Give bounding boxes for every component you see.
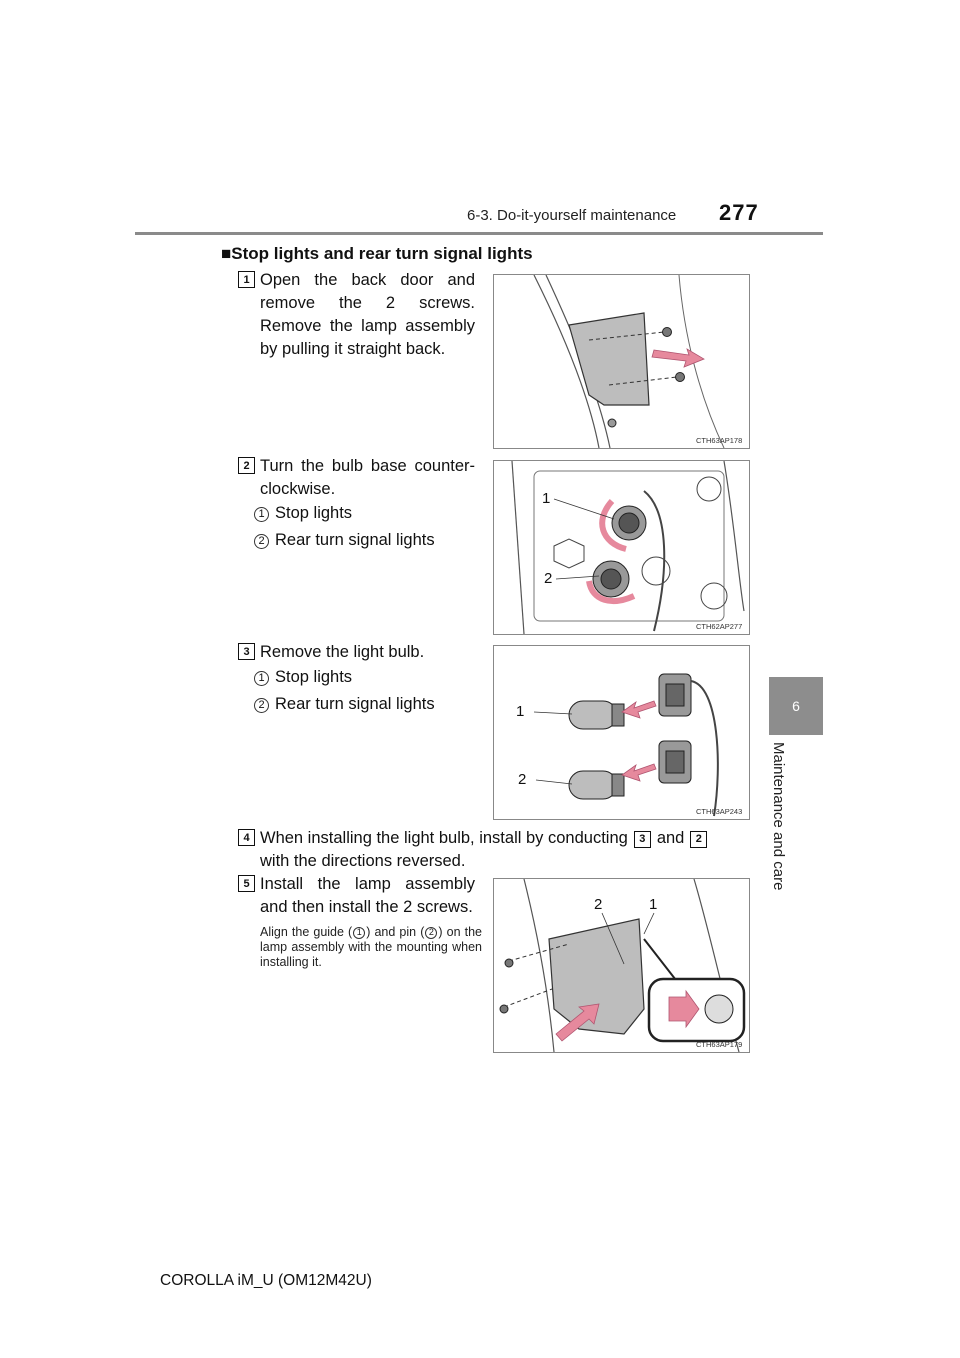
step-4-text-after: with the directions reversed.: [260, 852, 466, 870]
figure-callout-1: 1: [649, 896, 658, 913]
callout-1: 1: [254, 507, 269, 522]
item-label: Stop lights: [275, 504, 353, 522]
chapter-number: 6: [792, 698, 800, 714]
step-5-number: 5: [243, 877, 250, 890]
item-label: Rear turn signal lights: [275, 531, 435, 549]
step-2-text: Turn the bulb base counter-clockwise.: [260, 457, 475, 498]
page-number: 277: [719, 200, 759, 225]
note-text-b: ) and pin (: [366, 925, 425, 939]
figure-code-1: CTH63AP178: [696, 436, 743, 445]
figure-turn-bulb-base: [493, 460, 750, 635]
step-4-text-before: When installing the light bulb, install by conducting: [260, 829, 628, 847]
header-rule: [135, 232, 823, 235]
step-ref-3-badge: 3: [634, 831, 651, 848]
step-5-badge: [238, 875, 255, 892]
figure-remove-bulb: [493, 645, 750, 820]
callout-2: 2: [254, 698, 269, 713]
step-ref-2-badge: 2: [690, 831, 707, 848]
callout-2: 2: [254, 534, 269, 549]
figure-remove-screws: [493, 274, 750, 449]
figure-code-2: CTH62AP277: [696, 622, 743, 631]
figure-callout-1: 1: [542, 490, 551, 507]
step-2-number: 2: [243, 459, 250, 472]
step-3-number: 3: [243, 645, 250, 658]
note-text-c: ) on the lamp assembly with the mounting when installing it.: [260, 925, 483, 969]
figure-callout-1: 1: [516, 703, 525, 720]
note-callout-2: 2: [425, 927, 437, 939]
step-4-badge: [238, 829, 255, 846]
chapter-side-label: [771, 740, 821, 900]
header-section-title: 6-3. Do-it-yourself maintenance: [467, 207, 677, 224]
footer-manual-id: COROLLA iM_U (OM12M42U): [160, 1272, 372, 1289]
step-3-badge: [238, 643, 255, 660]
section-title: ■Stop lights and rear turn signal lights: [221, 244, 533, 263]
step-2-item-2: [254, 527, 435, 554]
callout-1: 1: [254, 671, 269, 686]
chapter-title: Maintenance and care: [770, 742, 787, 891]
item-label: Rear turn signal lights: [275, 695, 435, 713]
step-3-item-2: [254, 691, 435, 718]
step-2-badge: [238, 457, 255, 474]
figure-code-5: CTH63AP179: [696, 1040, 743, 1049]
figure-callout-2: 2: [594, 896, 603, 913]
chapter-tab: [769, 677, 823, 735]
step-4-text-and: and: [656, 829, 685, 847]
item-label: Stop lights: [275, 668, 353, 686]
step-1-badge: [238, 271, 255, 288]
note-callout-1: 1: [353, 927, 365, 939]
note-text-a: Align the guide (: [260, 925, 353, 939]
figure-callout-2: 2: [544, 570, 553, 587]
figure-code-3: CTH63AP243: [696, 807, 743, 816]
figure-callout-2: 2: [518, 771, 527, 788]
step-1-number: 1: [243, 273, 250, 286]
step-4-number: 4: [243, 831, 250, 844]
step-4-text: [260, 827, 760, 873]
step-2-item-1: [254, 500, 352, 527]
step-1-text: Open the back door and remove the 2 screws. Remove the lamp assembly by pulling it straight back.: [260, 271, 475, 358]
step-5-text: Install the lamp assembly and then install the 2 screws.: [260, 875, 475, 916]
step-3-text: Remove the light bulb.: [260, 643, 425, 661]
step-5-note: [260, 925, 482, 970]
step-3-item-1: [254, 664, 352, 691]
figure-install-lamp: [493, 878, 750, 1053]
